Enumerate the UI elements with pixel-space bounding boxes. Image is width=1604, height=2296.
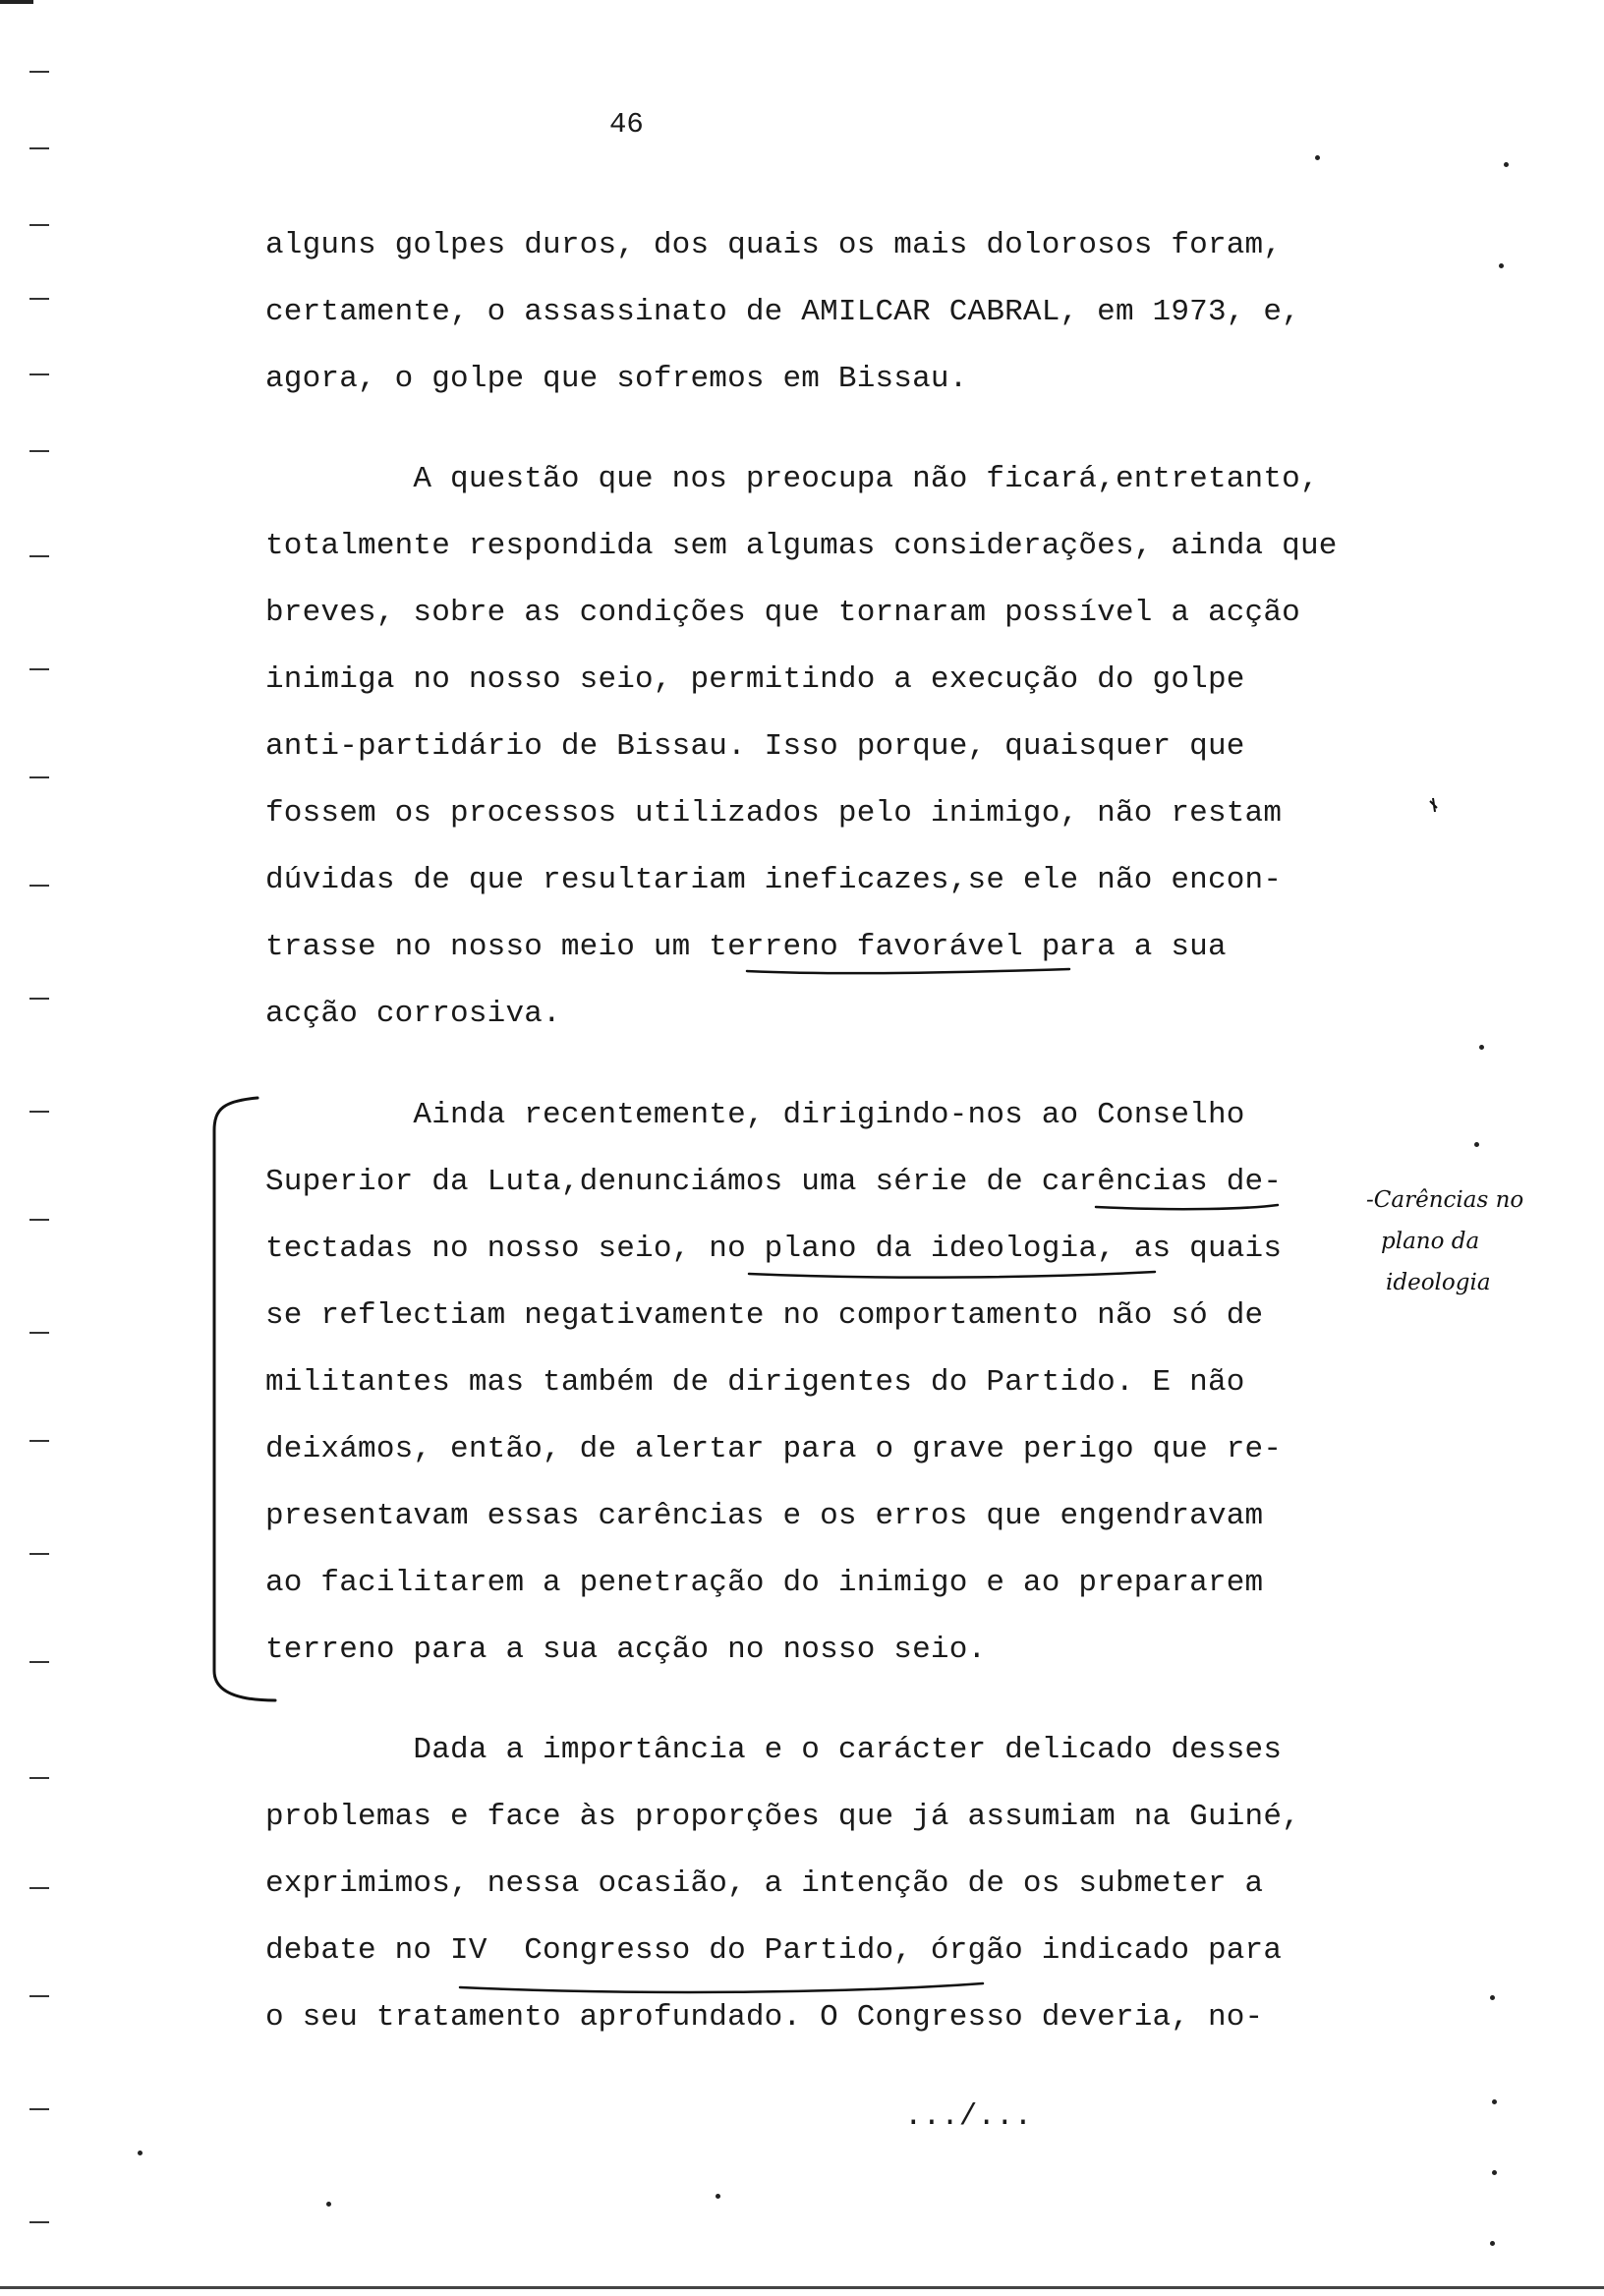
text-line: terreno para a sua acção no nosso seio.: [265, 1633, 987, 1667]
scan-speck: [1504, 162, 1509, 167]
handwritten-tick: [1430, 798, 1437, 812]
text-line: breves, sobre as condições que tornaram possível a acção: [265, 596, 1300, 630]
text-line: debate no IV Congresso do Partido, órgão indicado para: [265, 1933, 1283, 1968]
text-line: tectadas no nosso seio, no plano da ideologia, as quais: [265, 1232, 1283, 1266]
text-line: Dada a importância e o carácter delicado desses: [265, 1733, 1283, 1767]
text-line: dúvidas de que resultariam ineficazes,se ele não encon-: [265, 863, 1283, 897]
page-bottom-edge: [0, 2286, 1604, 2289]
handwritten-bracket: [214, 1098, 275, 1700]
page-number: 46: [609, 108, 644, 141]
text-line: o seu tratamento aprofundado. O Congresso deveria, no-: [265, 2000, 1264, 2035]
text-line: trasse no nosso meio um terreno favorável para a sua: [265, 930, 1227, 964]
scan-speck: [1479, 1045, 1484, 1050]
handwritten-underline: [749, 1272, 1155, 1278]
handwritten-underline: [747, 969, 1069, 973]
scan-speck: [716, 2194, 720, 2199]
scan-speck: [326, 2202, 331, 2207]
text-line: Superior da Luta,denunciámos uma série de carências de-: [265, 1165, 1283, 1199]
continuation-mark: .../...: [904, 2099, 1033, 2134]
handwritten-annotation: -Carências no: [1366, 1187, 1524, 1213]
text-line: Ainda recentemente, dirigindo-nos ao Conselho: [265, 1098, 1245, 1132]
text-line: militantes mas também de dirigentes do Partido. E não: [265, 1365, 1245, 1400]
handwritten-underline: [460, 1983, 983, 1992]
text-line: deixámos, então, de alertar para o grave perigo que re-: [265, 1432, 1283, 1466]
text-line: A questão que nos preocupa não ficará,entretanto,: [265, 462, 1319, 496]
text-line: certamente, o assassinato de AMILCAR CABRAL, em 1973, e,: [265, 295, 1300, 329]
handwritten-annotation: plano da: [1381, 1229, 1480, 1254]
scan-speck: [1490, 1995, 1495, 2000]
text-line: exprimimos, nessa ocasião, a intenção de os submeter a: [265, 1866, 1264, 1901]
text-line: inimiga no nosso seio, permitindo a execução do golpe: [265, 662, 1245, 697]
text-line: presentavam essas carências e os erros que engendravam: [265, 1499, 1264, 1533]
text-line: ao facilitarem a penetração do inimigo e ao prepararem: [265, 1566, 1264, 1600]
scan-speck: [1315, 155, 1320, 160]
handwritten-underline: [1096, 1205, 1278, 1209]
text-line: problemas e face às proporções que já assumiam na Guiné,: [265, 1800, 1300, 1834]
scan-speck: [1499, 263, 1504, 268]
text-line: anti-partidário de Bissau. Isso porque, quaisquer que: [265, 729, 1245, 764]
scan-speck: [1492, 2099, 1497, 2104]
scan-speck: [1492, 2170, 1497, 2175]
scan-speck: [1474, 1142, 1479, 1147]
text-line: agora, o golpe que sofremos em Bissau.: [265, 362, 968, 396]
text-line: acção corrosiva.: [265, 997, 561, 1031]
scan-speck: [138, 2151, 143, 2155]
text-line: totalmente respondida sem algumas considerações, ainda que: [265, 529, 1338, 563]
text-line: se reflectiam negativamente no comportamento não só de: [265, 1298, 1264, 1333]
scan-speck: [1490, 2241, 1495, 2246]
text-line: fossem os processos utilizados pelo inimigo, não restam: [265, 796, 1283, 831]
text-line: alguns golpes duros, dos quais os mais dolorosos foram,: [265, 228, 1283, 262]
handwritten-annotation: ideologia: [1386, 1270, 1491, 1295]
